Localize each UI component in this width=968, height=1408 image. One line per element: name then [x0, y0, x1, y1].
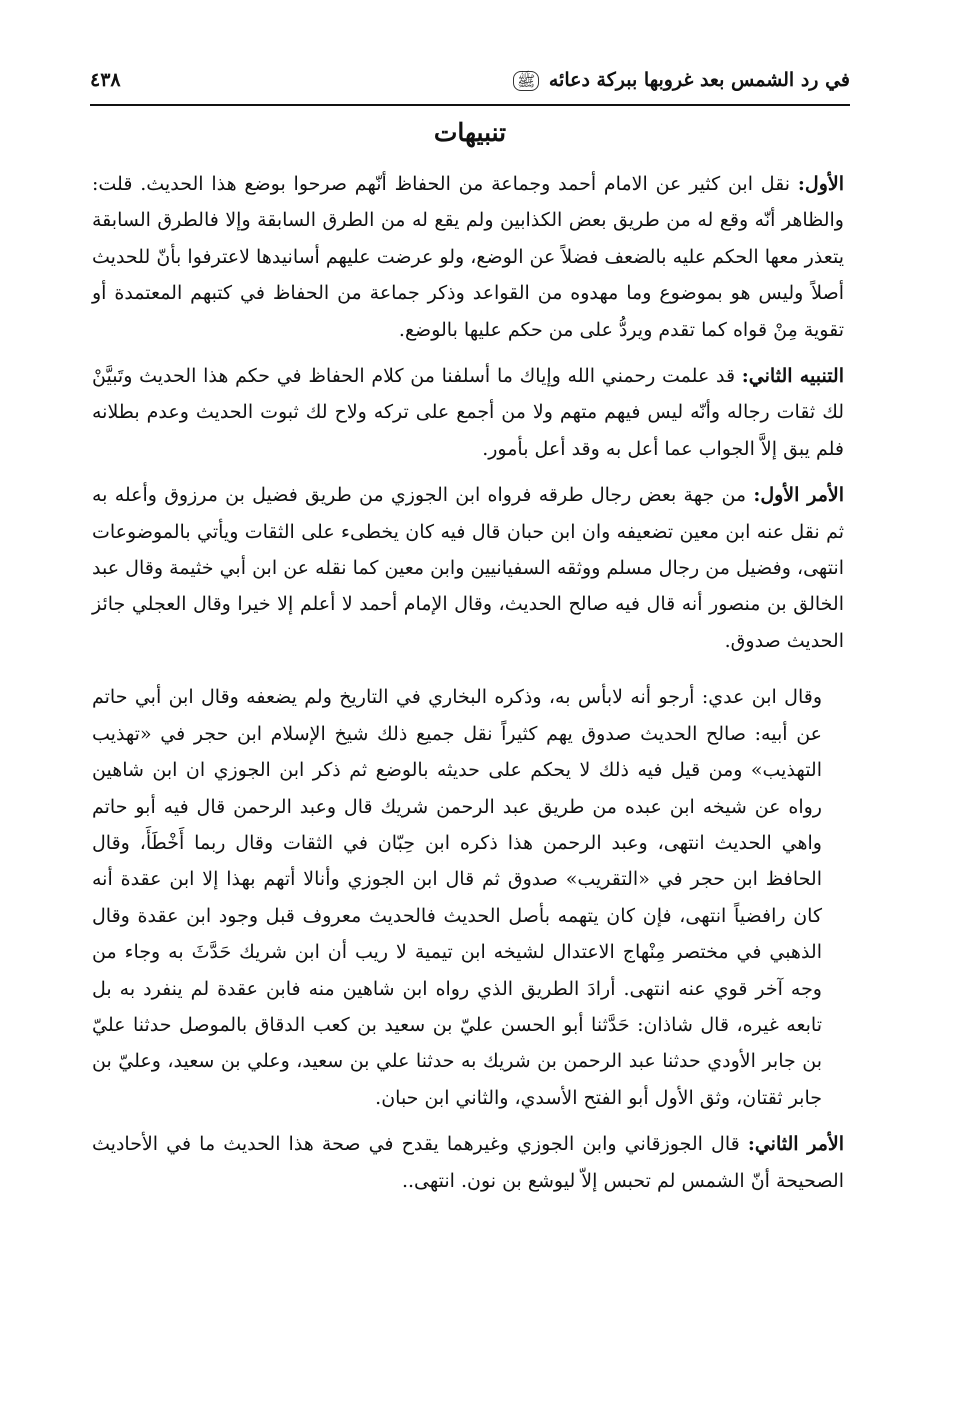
paragraph-text: نقل ابن كثير عن الامام أحمد وجماعة من الحفاظ أنّهم صرحوا بوضع هذا الحديث. قلت: والظاهر أنّه وقع له من طريق بعض الكذابين ولم يقع له من الطرق السابقة وإلا فالطرق السابقة يتعذر معها الحكم عليه بالضعف فضلاً عن الوضع، ولو عرضت عليهم أسانيدها لاعترفوا بأنّ للحديث أصلاً وليس هو بموضوع وما مهدوه من القواعد وذكر جماعة من الحفاظ في كتبهم المعتمدة أو تقوية مِنْ قواه كما تقدم ويردُّ على من حكم عليها بالوضع. [92, 173, 844, 341]
paragraph-text: من جهة بعض رجال طرقه فرواه ابن الجوزي من طريق فضيل بن مرزوق وأعله به ثم نقل عنه ابن معين تضعيفه وان ابن حبان قال فيه كان يخطىء على الثقات ويأتي بالموضوعات انتهى، وفضيل من رجال مسلم ووثقه السفيانيين وابن معين كما نقله عن ابن أبي خثيمة وقال عبد الخالق بن منصور أنه قال فيه صالح الحديث، وقال الإمام أحمد لا أعلم إلا خيرا وقال العجلي جائز الحديث صدوق. [92, 484, 844, 652]
paragraph-first-note [92, 166, 844, 348]
header-divider [90, 104, 850, 106]
section-title: تنبيهات [433, 118, 507, 147]
paragraph-text: قد علمت رحمني الله وإياك ما أسلفنا من كلام الحفاظ في حكم هذا الحديث وتَبيَّنْ لك ثقات رجاله وأنّه ليس فيهم متهم ولا من أجمع على تركه ولاح لك ثبوت الحديث وعدم بطلانه فلم يبق إلاَّ الجواب عما أعل به وقد أعل بأمور. [92, 365, 844, 460]
paragraph-label: الأمر الثاني: [747, 1133, 844, 1156]
paragraph-first-matter [92, 477, 844, 659]
paragraph-text: وقال ابن عدي: أرجو أنه لابأس به، وذكره البخاري في التاريخ ولم يضعفه وقال ابن أبي حاتم عن أبيه: صالح الحديث صدوق يهم كثيراً نقل جميع ذلك شيخ الإسلام ابن حجر في «تهذيب التهذيب» ومن قيل فيه ذلك لا يحكم على حديثه بالوضع ثم ذكر ابن الجوزي ان ابن شاهين رواه عن شيخه ابن عبده من طريق عبد الرحمن شريك قال وعبد الرحمن قال فيه أبو حاتم واهي الحديث انتهى، وعبد الرحمن هذا ذكره ابن حِبّان في الثقات وقال ربما أَخْطَأَ، وقال الحافظ ابن حجر في «التقريب» صدوق ثم قال ابن الجوزي وأنالا أتهم بهذا إلا ابن عقدة أنه كان رافضياً انتهى، فإن كان يتهمه بأصل الحديث فالحديث معروف قبل وجود ابن عقدة وقال الذهبي في مختصر مِنْهاج الاعتدال لشيخه ابن تيمية لا ريب أن ابن شريك حَدَّثَ به وجاء من وجه آخر قوي عنه انتهى. أرادَ الطريق الذي رواه ابن شاهين منه فابن عقدة لم ينفرد به بل تابعه غيره، قال شاذان: حَدَّثنا أبو الحسن عليّ بن سعيد بن كعب الدقاق بالموصل حدثنا عليّ بن جابر الأودي حدثنا عبد الرحمن بن شريك به حدثنا علي بن سعيد، وعلي بن سعيد، وعليّ بن جابر ثقتان، وثق الأول أبو الفتح الأسدي، والثاني ابن حبان. [92, 686, 822, 1109]
body-text [92, 166, 844, 1199]
paragraph-second-matter [92, 1126, 844, 1199]
paragraph-label: الأمر الأول: [753, 484, 844, 507]
paragraph-ibn-adi [92, 679, 844, 1116]
running-header [90, 62, 850, 98]
honorific-seal-icon: ﷺ [513, 71, 539, 91]
paragraph-second-note [92, 358, 844, 467]
paragraph-text: قال الجوزقاني وابن الجوزي وغيرهما يقدح في صحة هذا الحديث ما في الأحاديث الصحيحة أنّ الشمس لم تحبس إلاّ ليوشع بن نون. انتهى.. [92, 1133, 844, 1192]
paragraph-label: التنبيه الثاني: [741, 365, 844, 388]
running-title: في رد الشمس بعد غروبها ببركة دعائه ﷺ [513, 69, 850, 91]
page-number: ٤٣٨ [90, 69, 121, 91]
paragraph-label: الأول: [797, 173, 844, 195]
